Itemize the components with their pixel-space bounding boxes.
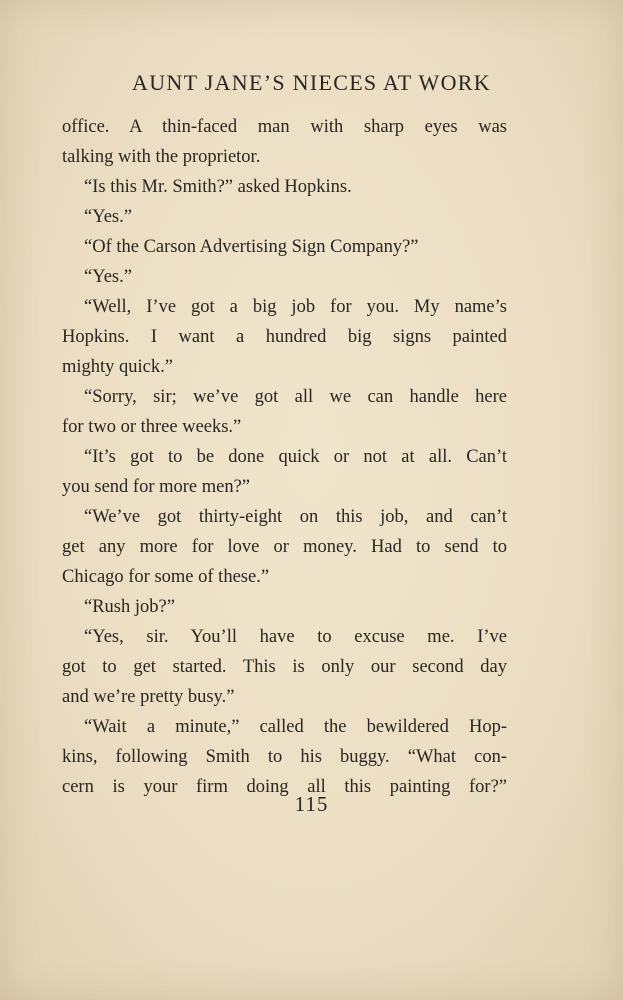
text-line: get any more for love or money. Had to send to	[62, 537, 507, 557]
text-line: for two or three weeks.”	[62, 417, 242, 437]
text-line: Hopkins. I want a hundred big signs painted	[62, 327, 507, 347]
text-line: talking with the proprietor.	[62, 147, 261, 167]
text-line: cern is your firm doing all this painting for?”	[62, 777, 507, 797]
text-line: “Rush job?”	[84, 597, 175, 617]
text-line: “Yes.”	[84, 207, 132, 227]
text-line: Chicago for some of these.”	[62, 567, 270, 587]
text-line: you send for more men?”	[62, 477, 251, 497]
text-line: “Wait a minute,” called the bewildered Hop-	[84, 717, 507, 737]
text-line: “Yes.”	[84, 267, 132, 287]
page-number: 115	[294, 792, 329, 816]
text-line: “Sorry, sir; we’ve got all we can handle here	[84, 387, 507, 407]
text-line: mighty quick.”	[62, 357, 173, 377]
running-head: AUNT JANE’S NIECES AT WORK	[132, 70, 491, 95]
text-line: kins, following Smith to his buggy. “What con-	[62, 747, 507, 767]
text-line: “Is this Mr. Smith?” asked Hopkins.	[84, 177, 352, 197]
text-line: got to get started. This is only our second day	[62, 657, 507, 677]
text-line: “We’ve got thirty-eight on this job, and can’t	[84, 507, 507, 527]
text-line: and we’re pretty busy.”	[62, 687, 235, 707]
text-line: “Yes, sir. You’ll have to excuse me. I’ve	[84, 627, 507, 647]
text-line: office. A thin-faced man with sharp eyes was	[62, 117, 507, 137]
body-text	[62, 112, 507, 802]
text-line: “Well, I’ve got a big job for you. My name’s	[84, 297, 507, 317]
text-line: “Of the Carson Advertising Sign Company?”	[84, 237, 419, 257]
text-line: “It’s got to be done quick or not at all. Can’t	[84, 447, 507, 467]
